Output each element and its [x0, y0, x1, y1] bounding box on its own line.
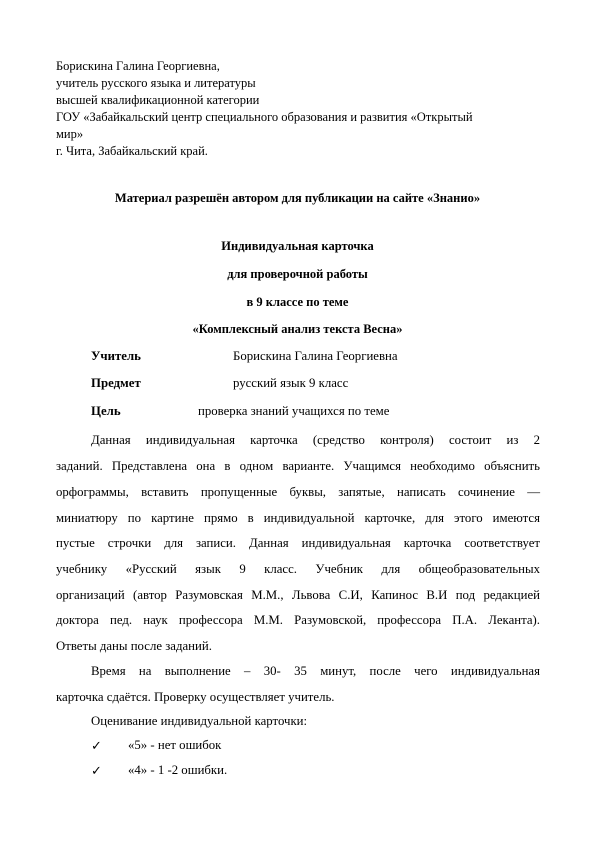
author-organization: ГОУ «Забайкальский центр специального образования и развития «Открытый [56, 110, 473, 124]
grade-item: «5» - нет ошибок [128, 738, 222, 752]
author-position: учитель русского языка и литературы [56, 76, 256, 90]
paragraph-line: карточка сдаётся. Проверку осуществляет учитель. [56, 690, 335, 704]
goal-value: проверка знаний учащихся по теме [198, 404, 390, 418]
title-line-1: Индивидуальная карточка [221, 239, 374, 253]
title-line-3: в 9 классе по теме [246, 295, 349, 309]
paragraph-line: Данная индивидуальная карточка (средство контроля) состоит из 2 [91, 433, 540, 447]
author-name: Борискина Галина Георгиевна, [56, 59, 220, 73]
teacher-label: Учитель [91, 349, 141, 363]
paragraph-line: Время на выполнение – 30- 35 минут, после чего индивидуальная [91, 664, 540, 678]
grade-item: «4» - 1 -2 ошибки. [128, 763, 228, 777]
paragraph-line: Ответы даны после заданий. [56, 639, 212, 653]
paragraph-line: пустые строчки для записи. Данная индивидуальная карточка соответствует [56, 536, 540, 550]
paragraph-line: заданий. Представлена она в одном варианте. Учащимся необходимо объяснить [56, 459, 540, 473]
title-line-2: для проверочной работы [227, 267, 368, 281]
author-city: г. Чита, Забайкальский край. [56, 144, 208, 158]
teacher-value: Борискина Галина Георгиевна [233, 349, 398, 363]
paragraph-line: учебнику «Русский язык 9 класс. Учебник для общеобразовательных [56, 562, 540, 576]
author-organization-cont: мир» [56, 127, 84, 141]
goal-label: Цель [91, 404, 121, 418]
checkmark-icon: ✓ [91, 738, 102, 753]
paragraph-line: организаций (автор Разумовская М.М., Львова С.И, Капинос В.И под редакцией [56, 588, 540, 602]
checkmark-icon: ✓ [91, 763, 102, 778]
grading-title: Оценивание индивидуальной карточки: [91, 714, 308, 728]
author-category: высшей квалификационной категории [56, 93, 260, 107]
subject-value: русский язык 9 класс [233, 376, 349, 390]
subject-label: Предмет [91, 376, 141, 390]
paragraph-line: доктора пед. наук профессора М.М. Разумовской, профессора П.А. Леканта). [56, 613, 540, 627]
permission-note: Материал разрешён автором для публикации на сайте «Знанио» [114, 191, 481, 205]
title-line-4: «Комплексный анализ текста Весна» [192, 322, 403, 336]
paragraph-line: миниатюру по картине прямо в индивидуальной карточке, для этого имеются [56, 511, 540, 525]
paragraph-line: орфограммы, вставить пропущенные буквы, запятые, написать сочинение — [56, 485, 540, 499]
